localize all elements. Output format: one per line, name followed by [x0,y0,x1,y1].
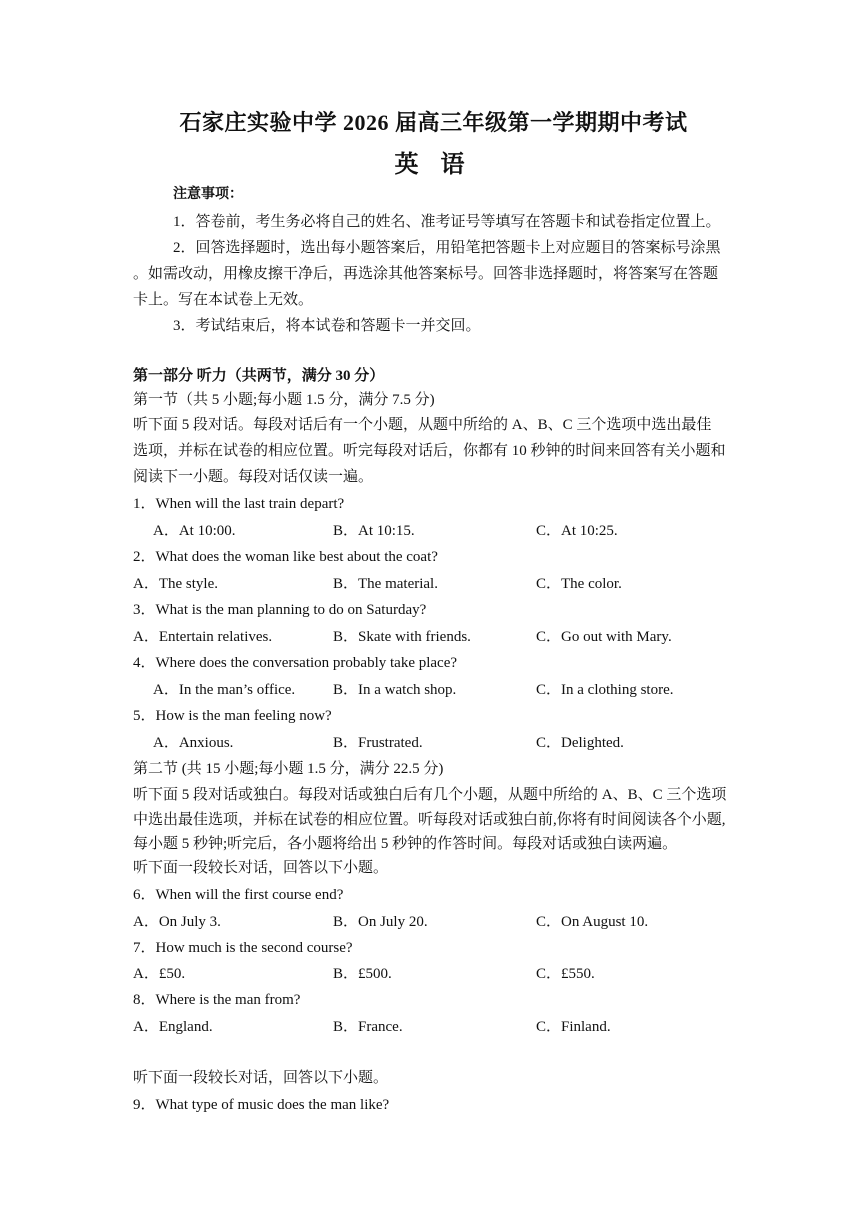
question-4: 4．Where does the conversation probably take place? [133,655,458,671]
option-7b: B．£500. [333,966,392,982]
question-2: 2．What does the woman like best about the coat? [133,549,438,565]
option-4c: C．In a clothing store. [536,682,674,698]
option-8c: C．Finland. [536,1019,611,1035]
question-7: 7．How much is the second course? [133,940,353,956]
question-3: 3．What is the man planning to do on Saturday? [133,602,427,618]
option-6a: A．On July 3. [133,914,221,930]
question-1: 1．When will the last train depart? [133,496,345,512]
section1-heading: 第一节（共 5 小题;每小题 1.5 分，满分 7.5 分) [133,392,435,408]
option-2c: C．The color. [536,576,622,592]
option-4b: B．In a watch shop. [333,682,457,698]
option-5b: B．Frustrated. [333,735,423,751]
section2-instruction-2: 中选出最佳选项，并标在试卷的相应位置。听每段对话或独白前,你将有时间阅读各个小题, [133,812,726,828]
option-6c: C．On August 10. [536,914,649,930]
option-3a: A．Entertain relatives. [133,629,273,645]
note-2-line-2: 。如需改动，用橡皮擦干净后，再选涂其他答案标号。回答非选择题时，将答案写在答题 [133,266,719,282]
option-7c: C．£550. [536,966,595,982]
option-2b: B．The material. [333,576,438,592]
option-5c: C．Delighted. [536,735,624,751]
option-1b: B．At 10:15. [333,523,415,539]
option-3b: B．Skate with friends. [333,629,471,645]
option-8a: A．England. [133,1019,213,1035]
note-2-line-1: 2．回答选择题时，选出每小题答案后，用铅笔把答题卡上对应题目的答案标号涂黑 [173,240,721,256]
section1-instruction-3: 阅读下一小题。每段对话仅读一遍。 [133,469,374,485]
note-1: 1．答卷前，考生务必将自己的姓名、准考证号等填写在答题卡和试卷指定位置上。 [173,214,721,230]
option-7a: A．£50. [133,966,186,982]
notes-heading: 注意事项： [173,187,243,202]
question-5: 5．How is the man feeling now? [133,708,332,724]
note-3: 3．考试结束后，将本试卷和答题卡一并交回。 [173,318,481,334]
part1-heading: 第一部分 听力（共两节，满分 30 分） [133,368,385,384]
option-3c: C．Go out with Mary. [536,629,672,645]
option-1c: C．At 10:25. [536,523,618,539]
note-2-line-3: 卡上。写在本试卷上无效。 [133,292,314,308]
option-6b: B．On July 20. [333,914,428,930]
section1-instruction-1: 听下面 5 段对话。每段对话后有一个小题，从题中所给的 A、B、C 三个选项中选出最佳 [133,417,712,433]
section2-instruction-3: 每小题 5 秒钟;听完后，各小题将给出 5 秒钟的作答时间。每段对话或独白读两遍。 [133,836,678,852]
subject-title: 英 语 [394,152,473,178]
question-6: 6．When will the first course end? [133,887,344,903]
question-9: 9．What type of music does the man like? [133,1097,390,1113]
option-2a: A．The style. [133,576,218,592]
section2-heading: 第二节 (共 15 小题;每小题 1.5 分，满分 22.5 分) [133,761,444,777]
option-4a: A．In the man’s office. [153,682,296,698]
option-1a: A．At 10:00. [153,523,236,539]
section1-instruction-2: 选项，并标在试卷的相应位置。听完每段对话后，你都有 10 秒钟的时间来回答有关小题和 [133,443,726,459]
listen-long-dialogue-2: 听下面一段较长对话，回答以下小题。 [133,1070,389,1086]
section2-instruction-1: 听下面 5 段对话或独白。每段对话或独白后有几个小题，从题中所给的 A、B、C 三个选项 [133,787,727,803]
listen-long-dialogue-1: 听下面一段较长对话，回答以下小题。 [133,860,389,876]
option-8b: B．France. [333,1019,403,1035]
option-5a: A．Anxious. [153,735,234,751]
exam-title: 石家庄实验中学 2026 届高三年级第一学期期中考试 [179,110,688,135]
question-8: 8．Where is the man from? [133,992,301,1008]
